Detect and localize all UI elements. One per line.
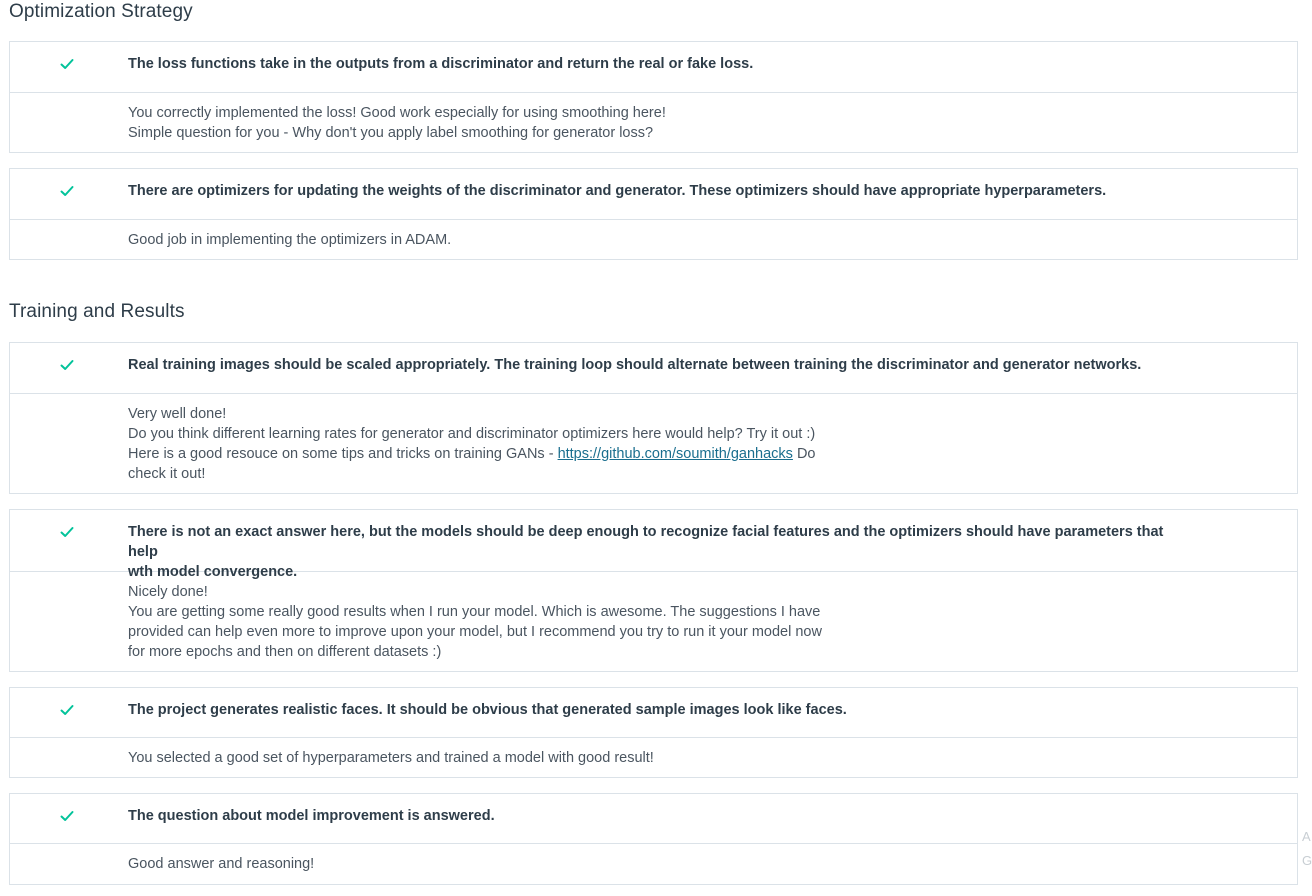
review-comment: [128, 404, 848, 484]
review-line-suffix: Do: [792, 446, 816, 462]
review-line: Do you think different learning rates for generator and discriminator optimizers here would help? Try it out :): [128, 426, 816, 442]
review-line: You correctly implemented the loss! Good work especially for using smoothing here!: [128, 105, 666, 121]
rubric-item: [9, 41, 1298, 153]
ganhacks-link[interactable]: https://github.com/soumith/ganhacks: [557, 446, 793, 462]
review-comment: [128, 582, 848, 662]
checkmark-icon: [60, 57, 74, 71]
clipped-overlay-text: G: [1302, 853, 1312, 868]
review-row: [10, 738, 1297, 778]
review-line: You selected a good set of hyperparameters and trained a model with good result!: [128, 750, 654, 766]
checkmark-icon: [60, 809, 74, 823]
review-line: for more epochs and then on different datasets :): [128, 644, 442, 660]
rubric-item: [9, 793, 1298, 885]
rubric-item: [9, 342, 1298, 494]
section-title-training-and-results: Training and Results: [9, 301, 185, 322]
review-line: provided can help even more to improve upon your model, but I recommend you try to run it your model now: [128, 624, 822, 640]
criterion-row: [10, 343, 1297, 394]
checkmark-icon: [60, 184, 74, 198]
clipped-overlay-text: A: [1302, 829, 1311, 844]
review-line: Very well done!: [128, 406, 227, 422]
review-line: Nicely done!: [128, 584, 208, 600]
rubric-item: [9, 687, 1298, 778]
review-line: Simple question for you - Why don't you apply label smoothing for generator loss?: [128, 125, 654, 141]
review-line-text: Here is a good resouce on some tips and tricks on training GANs -: [128, 446, 558, 462]
criterion-line: wth model convergence.: [128, 564, 298, 580]
checkmark-icon: [60, 525, 74, 539]
criterion-text: The question about model improvement is answered.: [128, 808, 495, 824]
review-row: [10, 844, 1297, 884]
criterion-line: There is not an exact answer here, but the models should be deep enough to recognize facial features and the optimizers should have parameters that help: [128, 524, 1164, 560]
criterion-row: [10, 42, 1297, 93]
criterion-text: Real training images should be scaled appropriately. The training loop should alternate between training the discriminator and generator networks.: [128, 357, 1142, 373]
criterion-row: [10, 510, 1297, 580]
criterion-row: [10, 169, 1297, 220]
review-line-with-link: [128, 444, 848, 464]
review-line: check it out!: [128, 466, 206, 482]
review-comment: [128, 748, 848, 768]
section-title-optimization-strategy: Optimization Strategy: [9, 1, 193, 22]
review-comment: [128, 854, 848, 874]
criterion-row: [10, 794, 1297, 844]
review-line: You are getting some really good results when I run your model. Which is awesome. The suggestions I have: [128, 604, 821, 620]
criterion-row: [10, 688, 1297, 738]
review-comment: [128, 230, 848, 250]
checkmark-icon: [60, 703, 74, 717]
rubric-item: [9, 168, 1298, 260]
criterion-text: There are optimizers for updating the weights of the discriminator and generator. These optimizers should have appropriate hyperparameters.: [128, 183, 1107, 199]
review-comment: [128, 103, 848, 143]
review-line: Good answer and reasoning!: [128, 856, 315, 872]
review-row: [10, 572, 1297, 672]
review-row: [10, 93, 1297, 153]
criterion-text: The project generates realistic faces. It should be obvious that generated sample images look like faces.: [128, 702, 847, 718]
review-line: Good job in implementing the optimizers in ADAM.: [128, 232, 452, 248]
criterion-text: The loss functions take in the outputs from a discriminator and return the real or fake loss.: [128, 56, 754, 72]
checkmark-icon: [60, 358, 74, 372]
review-row: [10, 220, 1297, 260]
review-row: [10, 394, 1297, 494]
rubric-item: [9, 509, 1298, 672]
